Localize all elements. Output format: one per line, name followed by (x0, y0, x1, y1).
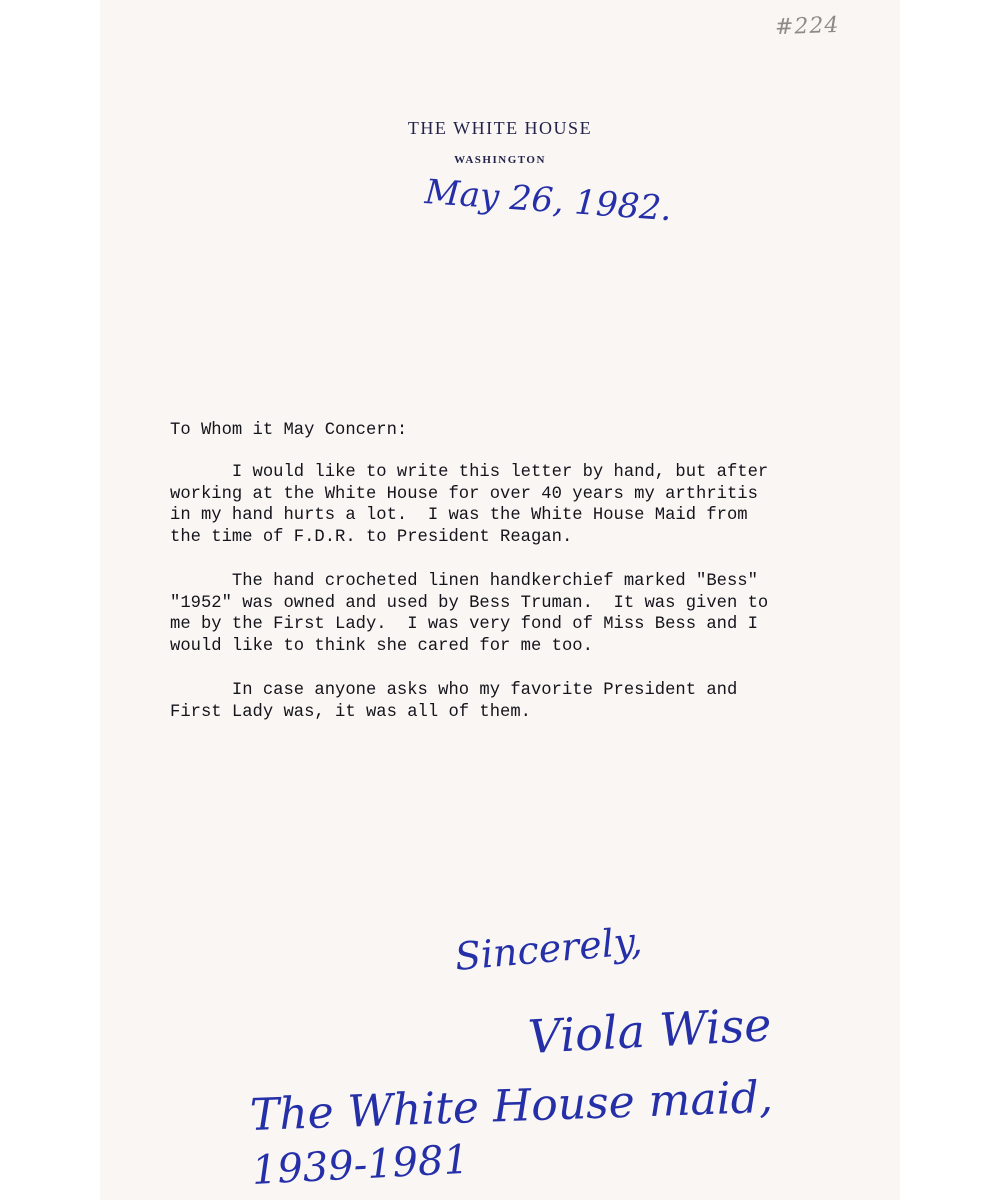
handwritten-signature: Viola Wise (526, 997, 773, 1064)
handwritten-title: The White House maid, (249, 1071, 774, 1141)
letterhead-city: WASHINGTON (454, 154, 546, 166)
body-paragraph: In case anyone asks who my favorite President and First Lady was, it was all of them. (170, 681, 738, 722)
body-paragraph: The hand crocheted linen handkerchief marked "Bess" "1952" was owned and used by Bess Truman. It was given to me by the First Lady. I was very fond of Miss Bess and I would like to think she cared for me too. (170, 572, 769, 657)
body-paragraph: I would like to write this letter by hand, but after working at the White House for over 40 years my arthritis in my hand hurts a lot. I was the White House Maid from the time of F.D.R. to President Reagan. (170, 463, 769, 548)
handwritten-closing: Sincerely, (453, 918, 644, 979)
pencil-catalog-number: #224 (774, 12, 840, 41)
handwritten-years: 1939-1981 (250, 1136, 471, 1194)
salutation: To Whom it May Concern: (170, 421, 408, 440)
handwritten-date: May 26, 1982. (423, 172, 674, 230)
letter-page (100, 0, 900, 1200)
letterhead-title: THE WHITE HOUSE (407, 118, 593, 138)
